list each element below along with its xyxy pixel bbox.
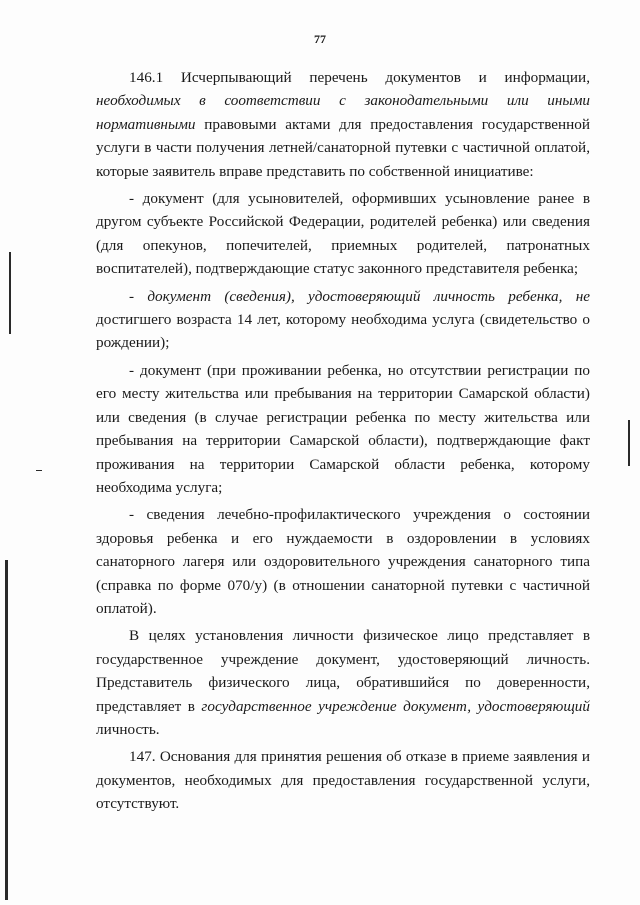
text-run: - документ (для усыновителей, оформивших усыновление ранее в другом субъекте Российской Федерации, родителей ребенка) или сведения (для опекунов, попечителей, приемных родителей, патронатных воспитателей), подтверждающие статус законного представителя ребенка; [96, 190, 590, 278]
text-run: правовыми актами для предоставления государственной услуги в части получения летней/санаторной путевки с частичной оплатой, которые заявитель вправе представить по собственной инициативе: [96, 115, 590, 180]
document-body [96, 66, 590, 816]
page-number: 77 [314, 32, 326, 46]
paragraph-identity [96, 624, 590, 741]
list-item [96, 359, 590, 499]
scan-mark-left-lower [5, 560, 8, 900]
text-run-italic: необходимых в соответствии с законодательными или иными нормативными [96, 92, 590, 133]
list-item [96, 187, 590, 281]
list-item [96, 285, 590, 355]
text-run: 146.1 Исчерпывающий перечень документов и информации, [129, 69, 590, 86]
paragraph-147 [96, 745, 590, 815]
scan-mark-left-dash [36, 470, 42, 471]
scan-mark-left-upper [9, 252, 11, 334]
text-run-italic: документ (сведения), удостоверяющий личность ребенка, не [147, 287, 590, 305]
text-run: В целях установления личности физическое лицо представляет в государственное учреждение документ, удостоверяющий личность. Представитель физического лица, обратившийся по доверенности, представляет в [96, 627, 590, 715]
text-run: - сведения лечебно-профилактического учреждения о состоянии здоровья ребенка и его нуждаемости в оздоровлении в условиях санаторного лагеря или оздоровительного учреждения санаторного типа (справка по форме 070/у) (в отношении санаторной путевки с частичной оплатой). [96, 506, 590, 617]
text-run: - документ (при проживании ребенка, но отсутствии регистрации по его месту жительства или пребывания на территории Самарской области) или сведения (в случае регистрации ребенка по месту жительства или пребывания на территории Самарской области), подтверждающие факт проживания на территории Самарской области ребенка, которому необходима услуга; [96, 361, 590, 496]
text-run: - [129, 287, 148, 305]
scan-mark-right [628, 420, 630, 466]
text-run-italic: государственное учреждение документ, удостоверяющий [201, 697, 590, 715]
list-item [96, 503, 590, 620]
text-run: достигшего возраста 14 лет, которому необходима услуга (свидетельство о рождении); [96, 311, 590, 352]
paragraph-146-1 [96, 66, 590, 183]
text-run: личность. [96, 720, 160, 738]
text-run: 147. Основания для принятия решения об отказе в приеме заявления и документов, необходимых для предоставления государственной услуги, отсутствуют. [96, 748, 590, 813]
